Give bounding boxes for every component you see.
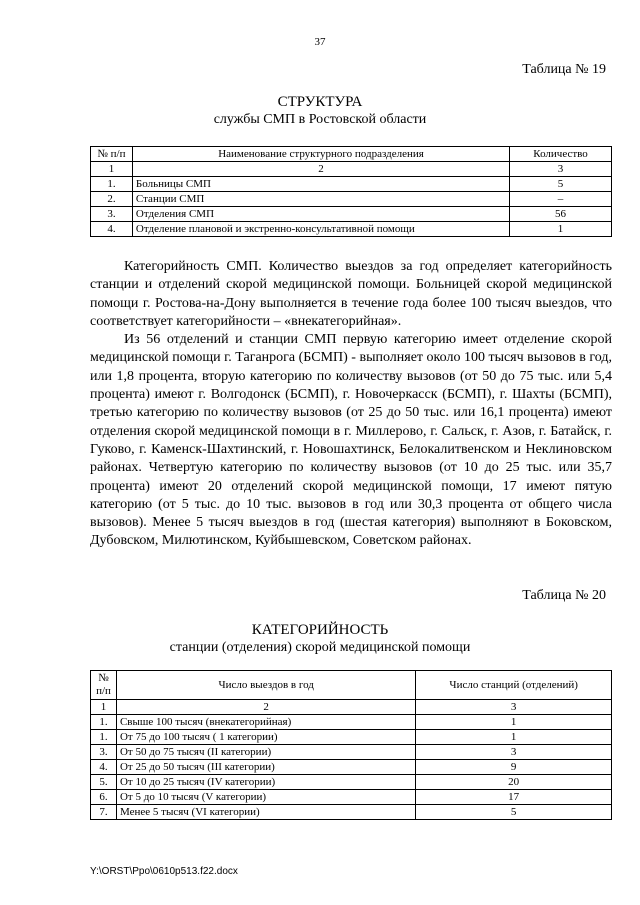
table-cell: 1.: [91, 730, 117, 745]
table-20-subtitle: станции (отделения) скорой медицинской помощи: [169, 640, 471, 655]
table-19: [90, 146, 612, 237]
table-cell: 4.: [91, 760, 117, 775]
table-cell: 1: [91, 162, 133, 177]
table-cell: 3.: [91, 207, 133, 222]
header-unit-name: Наименование структурного подразделения: [132, 147, 509, 162]
table-cell: –: [510, 192, 612, 207]
table-cell: 9: [416, 760, 612, 775]
table-numbering-row: [91, 162, 612, 177]
table-cell: 2: [116, 700, 415, 715]
table-cell: 5: [510, 177, 612, 192]
page-number: 37: [314, 36, 326, 48]
paragraph-categories-intro: Категорийность СМП. Количество выездов за год определяет категорийность станции и отделений скорой медицинской помощи. Больницей скорой медицинской помощи г. Ростова-на-Дону выполняется в течение года более 100 тысяч выездов, что соответствует категорийности – «внекатегорийная».: [90, 259, 612, 329]
table-cell: 1.: [91, 715, 117, 730]
table-cell: 1: [91, 700, 117, 715]
header-calls-per-year: Число выездов в год: [116, 671, 415, 700]
table-19-title: СТРУКТУРА: [277, 94, 363, 110]
table-cell: 1: [510, 222, 612, 237]
table-cell: 5: [416, 805, 612, 820]
file-path-footer: Y:\ORST\Ppo\0610p513.f22.docx: [90, 866, 238, 877]
table-cell: 7.: [91, 805, 117, 820]
table-row: [91, 715, 612, 730]
table-header-row: [91, 147, 612, 162]
table-cell: Станции СМП: [132, 192, 509, 207]
table-row: [91, 207, 612, 222]
table-20-title: КАТЕГОРИЙНОСТЬ: [251, 622, 389, 638]
table-cell: От 75 до 100 тысяч ( 1 категории): [116, 730, 415, 745]
table-cell: 6.: [91, 790, 117, 805]
table-cell: 5.: [91, 775, 117, 790]
table-cell: От 10 до 25 тысяч (IV категории): [116, 775, 415, 790]
table-cell: 1: [416, 715, 612, 730]
header-stations-count: Число станций (отделений): [416, 671, 612, 700]
table-cell: 1.: [91, 177, 133, 192]
body-text: [90, 258, 612, 551]
table-cell: 20: [416, 775, 612, 790]
table-cell: От 5 до 10 тысяч (V категории): [116, 790, 415, 805]
table-cell: Свыше 100 тысяч (внекатегорийная): [116, 715, 415, 730]
table-row: [91, 745, 612, 760]
header-quantity: Количество: [510, 147, 612, 162]
table-cell: От 25 до 50 тысяч (III категории): [116, 760, 415, 775]
table-row: [91, 790, 612, 805]
header-number: № п/п: [91, 147, 133, 162]
table-row: [91, 730, 612, 745]
table-row: [91, 177, 612, 192]
table-cell: 1: [416, 730, 612, 745]
table-row: [91, 222, 612, 237]
table-cell: 3: [416, 700, 612, 715]
table-header-row: [91, 671, 612, 700]
header-number: № п/п: [91, 671, 117, 700]
table-20-heading: [0, 622, 640, 656]
table-cell: Больницы СМП: [132, 177, 509, 192]
table-cell: 56: [510, 207, 612, 222]
table-cell: 4.: [91, 222, 133, 237]
table-cell: 17: [416, 790, 612, 805]
table-cell: 2: [132, 162, 509, 177]
table-row: [91, 775, 612, 790]
table-row: [91, 805, 612, 820]
table-cell: 2.: [91, 192, 133, 207]
table-numbering-row: [91, 700, 612, 715]
table-cell: Менее 5 тысяч (VI категории): [116, 805, 415, 820]
table-cell: 3: [416, 745, 612, 760]
paragraph-categories-details: Из 56 отделений и станции СМП первую категорию имеет отделение скорой медицинской помощи г. Таганрога (БСМП) - выполняет около 100 тысяч вызовов в год, или 1,8 процента, вторую категорию по количеству вызовов (от 50 до 75 тыс. или 5,4 процента) имеют г. Волгодонск (БСМП), г. Новочеркасск (БСМП), г. Шахты (БСМП), третью категорию по количеству вызовов (от 25 до 50 тыс. или 16,1 процента) имеют отделения скорой медицинской помощи в г. Миллерово, г. Сальск, г. Азов, г. Батайск, г. Гуково, г. Каменск-Шахтинский, г. Новошахтинск, Белокалитвенском и Неклиновском районах. Четвертую категорию по количеству вызовов (от 10 до 25 тыс. или 35,7 процента) имеют 20 отделений скорой медицинской помощи, 17 имеют пятую категорию (от 5 тыс. до 10 тыс. вызовов в год или 30,3 процента от общего числа вызовов). Менее 5 тысяч выездов в год (шестая категория) выполняют в Боковском, Дубовском, Милютинском, Куйбышевском, Советском районах.: [90, 332, 612, 549]
table-cell: 3.: [91, 745, 117, 760]
table-19-heading: [0, 94, 640, 128]
table-19-caption: Таблица № 19: [522, 62, 606, 77]
table-cell: 3: [510, 162, 612, 177]
table-row: [91, 760, 612, 775]
table-19-subtitle: службы СМП в Ростовской области: [213, 112, 427, 127]
table-cell: Отделения СМП: [132, 207, 509, 222]
table-row: [91, 192, 612, 207]
table-cell: Отделение плановой и экстренно-консультативной помощи: [132, 222, 509, 237]
table-cell: От 50 до 75 тысяч (II категории): [116, 745, 415, 760]
table-20-caption: Таблица № 20: [522, 588, 606, 603]
table-20: [90, 670, 612, 820]
